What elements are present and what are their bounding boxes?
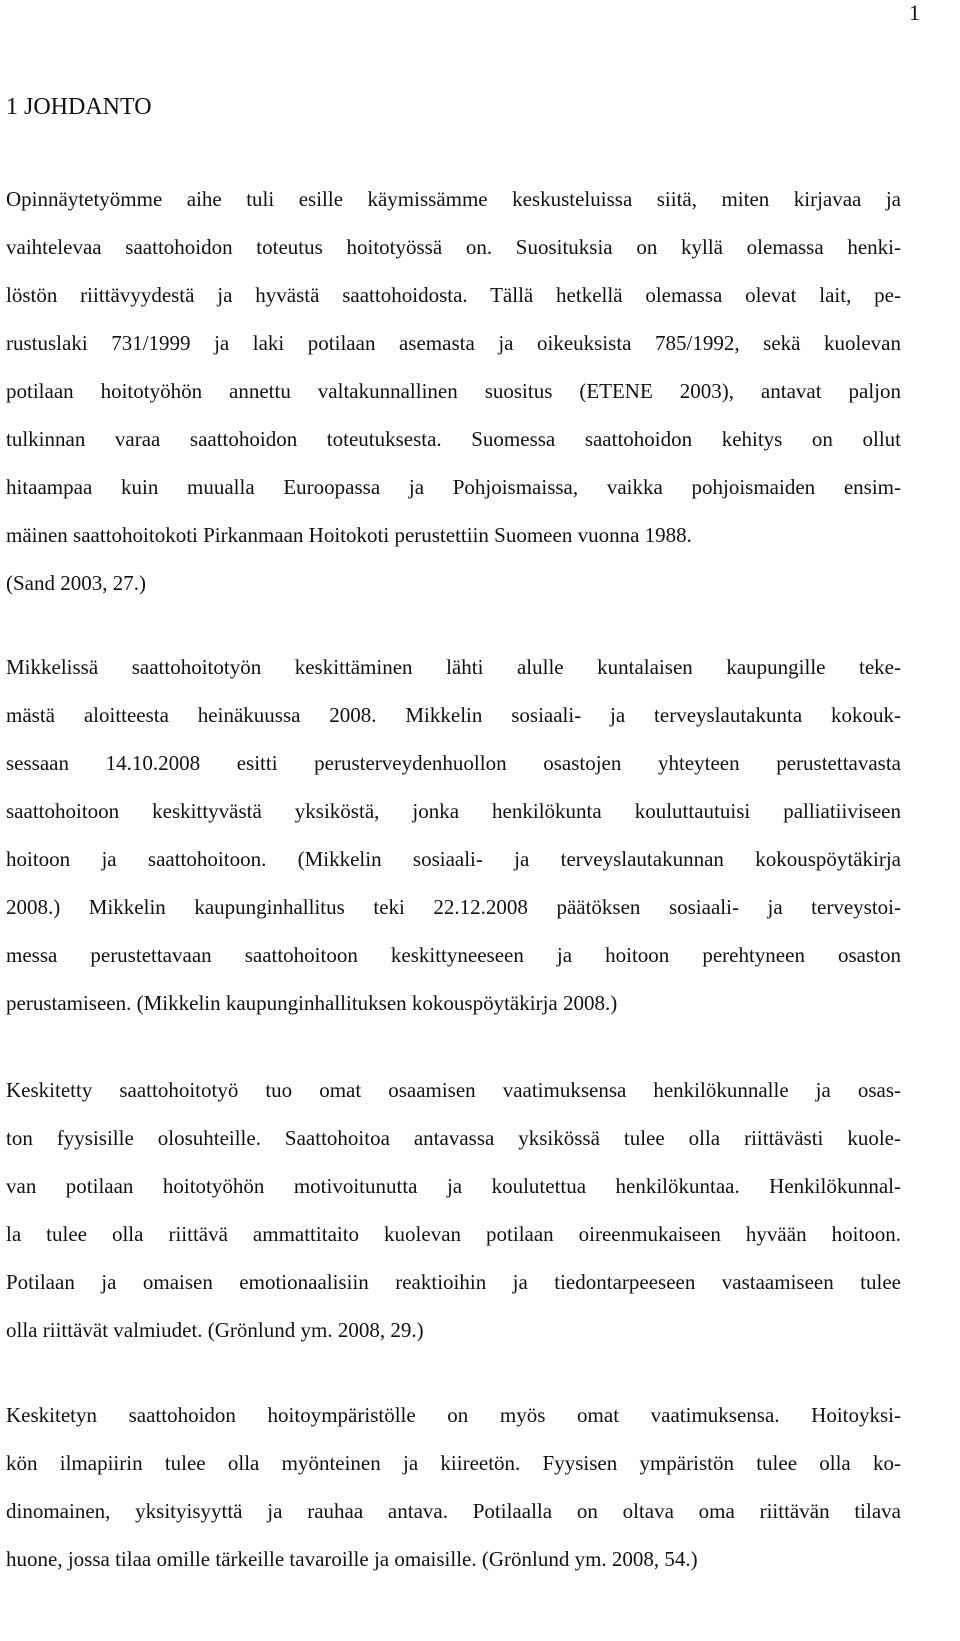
paragraph-4: [6, 1391, 901, 1583]
text-line: (Sand 2003, 27.): [6, 571, 146, 595]
text-line: Potilaan ja omaisen emotionaalisiin reaktioihin ja tiedontarpeeseen vastaamiseen tulee: [6, 1270, 901, 1294]
text-line: Keskitetty saattohoitotyö tuo omat osaamisen vaatimuksensa henkilökunnalle ja osas-: [6, 1078, 901, 1102]
text-line: potilaan hoitotyöhön annettu valtakunnallinen suositus (ETENE 2003), antavat paljon: [6, 379, 901, 403]
paragraph-2: [6, 643, 901, 1027]
section-heading: 1 JOHDANTO: [6, 94, 152, 120]
text-line: perustamiseen. (Mikkelin kaupunginhallituksen kokouspöytäkirja 2008.): [6, 991, 618, 1015]
text-line: la tulee olla riittävä ammattitaito kuolevan potilaan oireenmukaiseen hyvään hoitoon.: [6, 1222, 901, 1246]
text-line: Opinnäytetyömme aihe tuli esille käymissämme keskusteluissa siitä, miten kirjavaa ja: [6, 187, 901, 211]
text-line: hoitoon ja saattohoitoon. (Mikkelin sosiaali- ja terveyslautakunnan kokouspöytäkirja: [6, 847, 901, 871]
paragraph-3: [6, 1066, 901, 1354]
text-line: kön ilmapiirin tulee olla myönteinen ja kiireetön. Fyysisen ympäristön tulee olla ko-: [6, 1451, 901, 1475]
text-line: tulkinnan varaa saattohoidon toteutuksesta. Suomessa saattohoidon kehitys on ollut: [6, 427, 901, 451]
text-line: Mikkelissä saattohoitotyön keskittäminen lähti alulle kuntalaisen kaupungille teke-: [6, 655, 901, 679]
text-line: messa perustettavaan saattohoitoon keskittyneeseen ja hoitoon perehtyneen osaston: [6, 943, 901, 967]
text-line: huone, jossa tilaa omille tärkeille tavaroille ja omaisille. (Grönlund ym. 2008, 54.): [6, 1547, 698, 1571]
paragraph-1: [6, 175, 901, 607]
text-line: Keskitetyn saattohoidon hoitoympäristölle on myös omat vaatimuksensa. Hoitoyksi-: [6, 1403, 901, 1427]
text-line: mäinen saattohoitokoti Pirkanmaan Hoitokoti perustettiin Suomeen vuonna 1988.: [6, 523, 692, 547]
text-line: dinomainen, yksityisyyttä ja rauhaa antava. Potilaalla on oltava oma riittävän tilava: [6, 1499, 901, 1523]
text-line: ton fyysisille olosuhteille. Saattohoitoa antavassa yksikössä tulee olla riittävästi kuole-: [6, 1126, 901, 1150]
text-line: mästä aloitteesta heinäkuussa 2008. Mikkelin sosiaali- ja terveyslautakunta kokouk-: [6, 703, 901, 727]
text-line: löstön riittävyydestä ja hyvästä saattohoidosta. Tällä hetkellä olemassa olevat lait, pe-: [6, 283, 901, 307]
text-line: 2008.) Mikkelin kaupunginhallitus teki 22.12.2008 päätöksen sosiaali- ja terveystoi-: [6, 895, 901, 919]
page-number: 1: [909, 0, 920, 25]
text-line: hitaampaa kuin muualla Euroopassa ja Pohjoismaissa, vaikka pohjoismaiden ensim-: [6, 475, 901, 499]
text-line: rustuslaki 731/1999 ja laki potilaan asemasta ja oikeuksista 785/1992, sekä kuolevan: [6, 331, 901, 355]
text-line: van potilaan hoitotyöhön motivoitunutta ja koulutettua henkilökuntaa. Henkilökunnal-: [6, 1174, 901, 1198]
text-line: vaihtelevaa saattohoidon toteutus hoitotyössä on. Suosituksia on kyllä olemassa henki-: [6, 235, 901, 259]
text-line: saattohoitoon keskittyvästä yksiköstä, jonka henkilökunta kouluttautuisi palliatiiviseen: [6, 799, 901, 823]
text-line: olla riittävät valmiudet. (Grönlund ym. 2008, 29.): [6, 1318, 424, 1342]
text-line: sessaan 14.10.2008 esitti perusterveydenhuollon osastojen yhteyteen perustettavasta: [6, 751, 901, 775]
